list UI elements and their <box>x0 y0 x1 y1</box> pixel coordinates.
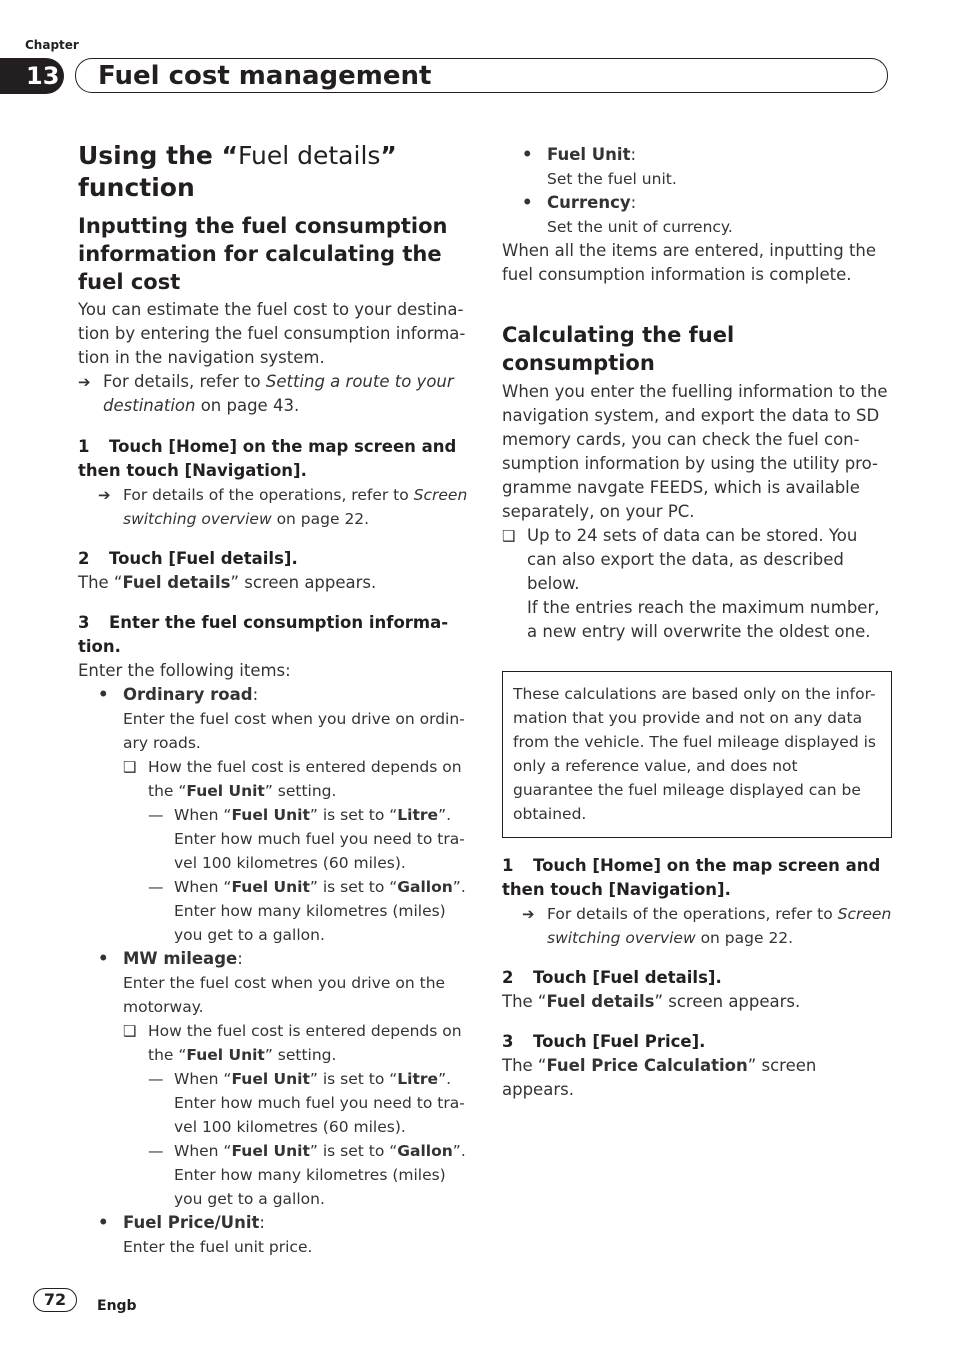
litre-option: — When “Fuel Unit” is set to “Litre”. Enter how much fuel you need to tra-vel 100 kilometres (60 miles). <box>78 1067 468 1139</box>
dash-icon: — <box>148 806 164 824</box>
step-1: 1 Touch [Home] on the map screen and then touch [Navigation]. <box>78 437 457 480</box>
fuel-unit-description: Set the fuel unit. <box>547 170 677 188</box>
page-number: 72 <box>33 1288 77 1312</box>
calculating-heading: Calculating the fuel consumption <box>502 323 735 375</box>
fuel-unit-note: ❑ How the fuel cost is entered depends on the “Fuel Unit” setting. <box>78 755 468 803</box>
reference-link[interactable]: Screen switching overview <box>123 486 468 528</box>
bullet-icon: • <box>522 193 533 212</box>
reference-note: ➔ For details, refer to Setting a route to your destination on page 43. <box>78 372 454 415</box>
chapter-title: Fuel cost management <box>98 61 432 91</box>
subsection-heading: Inputting the fuel consumption information for calculating the fuel cost <box>78 214 448 294</box>
chapter-number-badge: 13 <box>0 58 64 94</box>
gallon-option: — When “Fuel Unit” is set to “Gallon”. Enter how many kilometres (miles) you get to a gallon. <box>78 875 468 947</box>
list-item-fuel-unit: • Fuel Unit: <box>502 143 892 167</box>
language-code: Engb <box>97 1298 137 1314</box>
step-1-reference: ➔ For details of the operations, refer to Screen switching overview on page 22. <box>78 483 468 531</box>
left-column <box>78 140 468 1259</box>
dash-icon: — <box>148 1142 164 1160</box>
currency-description: Set the unit of currency. <box>547 218 733 236</box>
step-1: 1 Touch [Home] on the map screen and then touch [Navigation]. <box>502 856 881 899</box>
checkbox-icon: ❑ <box>123 1022 137 1040</box>
list-item-currency: • Currency: <box>502 191 892 215</box>
mw-mileage-description: Enter the fuel cost when you drive on the motorway. <box>123 974 446 1016</box>
storage-note: ❑ Up to 24 sets of data can be stored. You can also export the data, as described below. If the entries reach the maximum number, a new entry will overwrite the oldest one. <box>502 526 880 641</box>
dash-icon: — <box>148 1070 164 1088</box>
calculating-paragraph: When you enter the fuelling information to the navigation system, and export the data to SD memory cards, you can check the fuel con-sumption information by using the utility pro-gramme navgate FEEDS, which is available separately, on your PC. <box>502 382 888 521</box>
chapter-label: Chapter <box>25 38 79 52</box>
list-item-mw-mileage: • MW mileage: <box>78 947 468 971</box>
list-item-ordinary-road: • Ordinary road: <box>78 683 468 707</box>
checkbox-icon: ❑ <box>123 758 137 776</box>
arrow-icon: ➔ <box>522 905 535 923</box>
intro-paragraph: You can estimate the fuel cost to your destina-tion by entering the fuel consumption informa-tion in the navigation system. <box>78 300 466 367</box>
reference-link[interactable]: Setting a route to your destination <box>103 372 454 415</box>
list-item-fuel-price-unit: • Fuel Price/Unit: <box>78 1211 468 1235</box>
step-3: 3 Enter the fuel consumption informa-tion. <box>78 613 449 656</box>
checkbox-icon: ❑ <box>502 527 516 545</box>
right-column <box>502 140 892 1102</box>
step-3: 3 Touch [Fuel Price]. <box>502 1032 706 1051</box>
dash-icon: — <box>148 878 164 896</box>
step-2: 2 Touch [Fuel details]. <box>502 968 722 987</box>
ordinary-road-description: Enter the fuel cost when you drive on ordin-ary roads. <box>123 710 465 752</box>
gallon-option: — When “Fuel Unit” is set to “Gallon”. Enter how many kilometres (miles) you get to a gallon. <box>78 1139 468 1211</box>
step-2-result: The “Fuel details” screen appears. <box>502 992 801 1011</box>
fuel-unit-note: ❑ How the fuel cost is entered depends on the “Fuel Unit” setting. <box>78 1019 468 1067</box>
disclaimer-box <box>502 671 892 838</box>
bullet-icon: • <box>98 949 109 968</box>
bullet-icon: • <box>98 1213 109 1232</box>
litre-option: — When “Fuel Unit” is set to “Litre”. Enter how much fuel you need to tra-vel 100 kilometres (60 miles). <box>78 803 468 875</box>
step-3-result: The “Fuel Price Calculation” screen appears. <box>502 1056 817 1099</box>
step-2-result: The “Fuel details” screen appears. <box>78 573 377 592</box>
arrow-icon: ➔ <box>98 486 111 504</box>
arrow-icon: ➔ <box>78 373 91 391</box>
step-1-reference: ➔ For details of the operations, refer to Screen switching overview on page 22. <box>502 902 892 950</box>
disclaimer-text: These calculations are based only on the infor-mation that you provide and not on any data from the vehicle. The fuel mileage displayed is only a reference value, and does not guarantee the fuel mileage displayed can be obtained. <box>513 685 876 823</box>
completion-paragraph: When all the items are entered, inputting the fuel consumption information is complete. <box>502 241 877 284</box>
fuel-price-description: Enter the fuel unit price. <box>123 1238 313 1256</box>
step-2: 2 Touch [Fuel details]. <box>78 549 298 568</box>
bullet-icon: • <box>522 145 533 164</box>
step-3-instruction: Enter the following items: <box>78 661 291 680</box>
reference-link[interactable]: Screen switching overview <box>547 905 892 947</box>
section-title: Using the “Fuel details” function <box>78 141 397 202</box>
bullet-icon: • <box>98 685 109 704</box>
